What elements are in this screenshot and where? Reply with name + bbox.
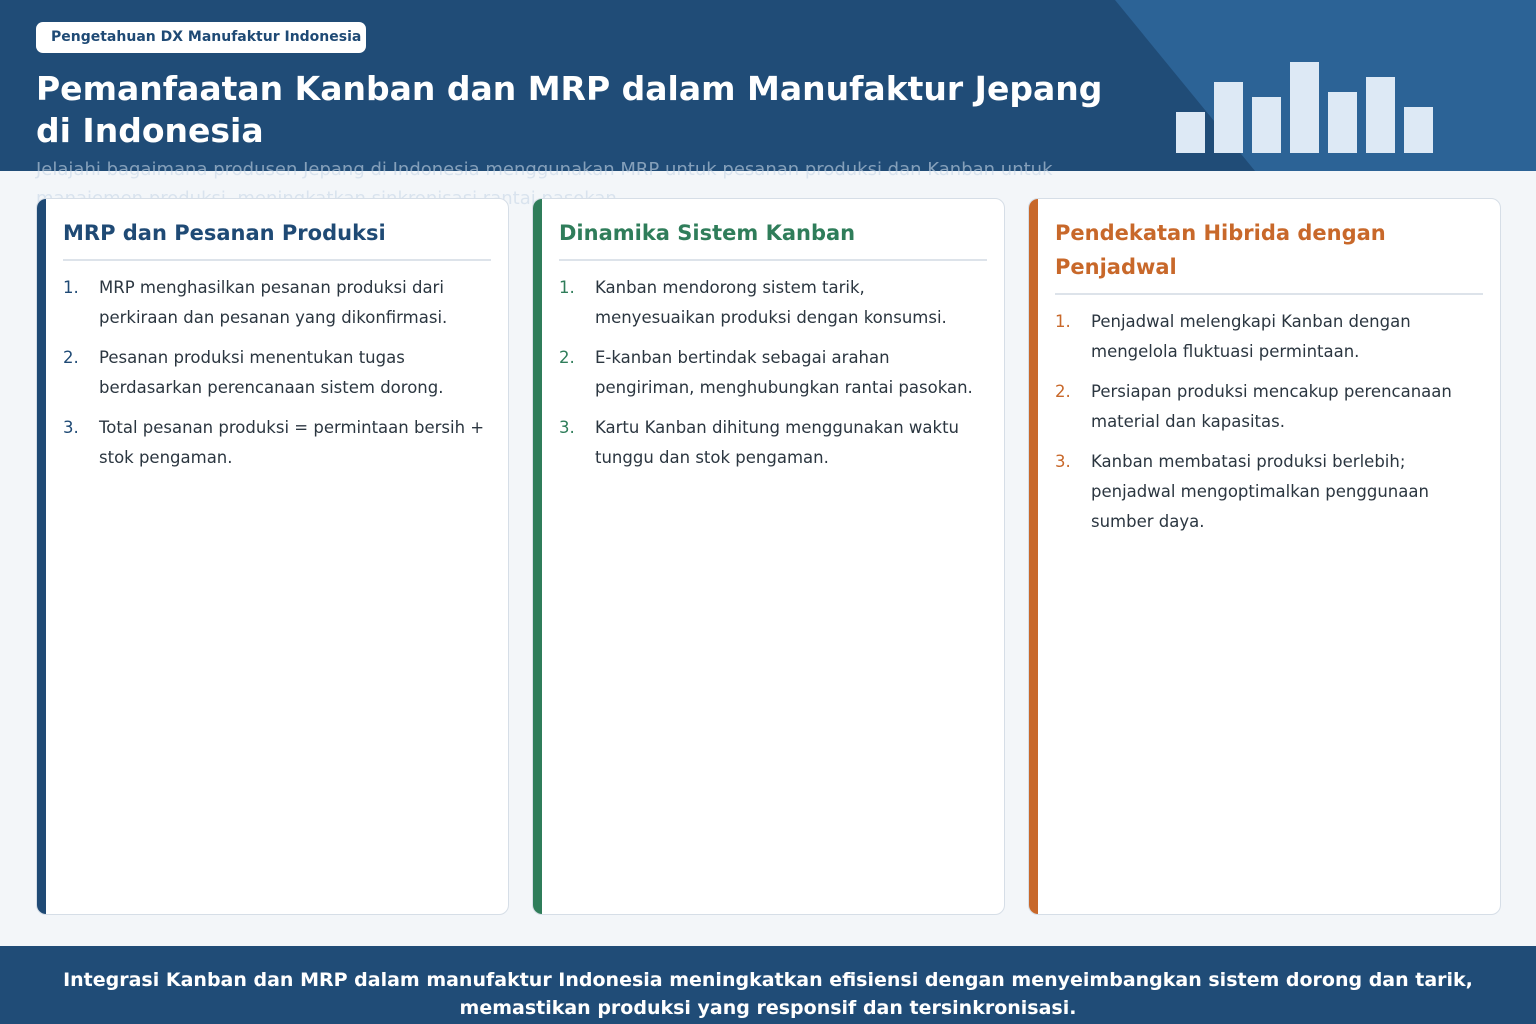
list-number: 1. (1055, 312, 1071, 331)
list-item (559, 273, 989, 333)
list-item (1055, 377, 1485, 437)
card-list (63, 273, 493, 483)
card-title: MRP dan Pesanan Produksi (63, 216, 491, 261)
card-accent-bar (37, 199, 46, 914)
list-number: 3. (1055, 452, 1071, 471)
list-text: Kanban membatasi produksi berlebih; penjadwal mengoptimalkan penggunaan sumber daya. (1091, 452, 1429, 531)
list-item (559, 343, 989, 403)
list-number: 1. (63, 278, 79, 297)
list-text: Pesanan produksi menentukan tugas berdasarkan perencanaan sistem dorong. (99, 348, 444, 397)
list-text: Total pesanan produksi = permintaan bersih + stok pengaman. (99, 418, 485, 467)
list-item (63, 413, 493, 473)
card-mrp (36, 198, 509, 915)
list-text: Kanban mendorong sistem tarik, menyesuaikan produksi dengan konsumsi. (595, 278, 947, 327)
list-text: E-kanban bertindak sebagai arahan pengiriman, menghubungkan rantai pasokan. (595, 348, 973, 397)
page-header (0, 0, 1536, 171)
card-title: Pendekatan Hibrida dengan Penjadwal (1055, 216, 1483, 295)
card-accent-bar (1029, 199, 1038, 914)
list-text: MRP menghasilkan pesanan produksi dari perkiraan dan pesanan yang dikonfirmasi. (99, 278, 448, 327)
card-hybrid (1028, 198, 1501, 915)
page-footer (0, 946, 1536, 1024)
card-accent-bar (533, 199, 542, 914)
list-text: Penjadwal melengkapi Kanban dengan mengelola fluktuasi permintaan. (1091, 312, 1411, 361)
list-number: 1. (559, 278, 575, 297)
card-title: Dinamika Sistem Kanban (559, 216, 987, 261)
list-text: Kartu Kanban dihitung menggunakan waktu tunggu dan stok pengaman. (595, 418, 960, 467)
list-item (1055, 307, 1485, 367)
list-number: 3. (559, 418, 575, 437)
list-item (559, 413, 989, 473)
list-item (1055, 447, 1485, 537)
list-number: 2. (559, 348, 575, 367)
page-title: Pemanfaatan Kanban dan MRP dalam Manufaktur Jepang di Indonesia (36, 69, 1103, 150)
footer-summary: Integrasi Kanban dan MRP dalam manufaktur Indonesia meningkatkan efisiensi dengan menyeimbangkan sistem dorong dan tarik, memastikan produksi yang responsif dan tersinkronisasi. (63, 969, 1473, 1019)
card-list (559, 273, 989, 483)
category-tag: Pengetahuan DX Manufaktur Indonesia (36, 22, 366, 53)
list-item (63, 273, 493, 333)
list-number: 2. (1055, 382, 1071, 401)
list-number: 3. (63, 418, 79, 437)
page-subtitle: Jelajahi bagaimana produsen Jepang di Indonesia menggunakan MRP untuk pesanan produksi dan Kanban untuk rantai (36, 159, 1053, 209)
card-list (1055, 307, 1485, 547)
list-text: Persiapan produksi mencakup perencanaan material dan kapasitas. (1091, 382, 1452, 431)
card-kanban (532, 198, 1005, 915)
list-number: 2. (63, 348, 79, 367)
list-item (63, 343, 493, 403)
